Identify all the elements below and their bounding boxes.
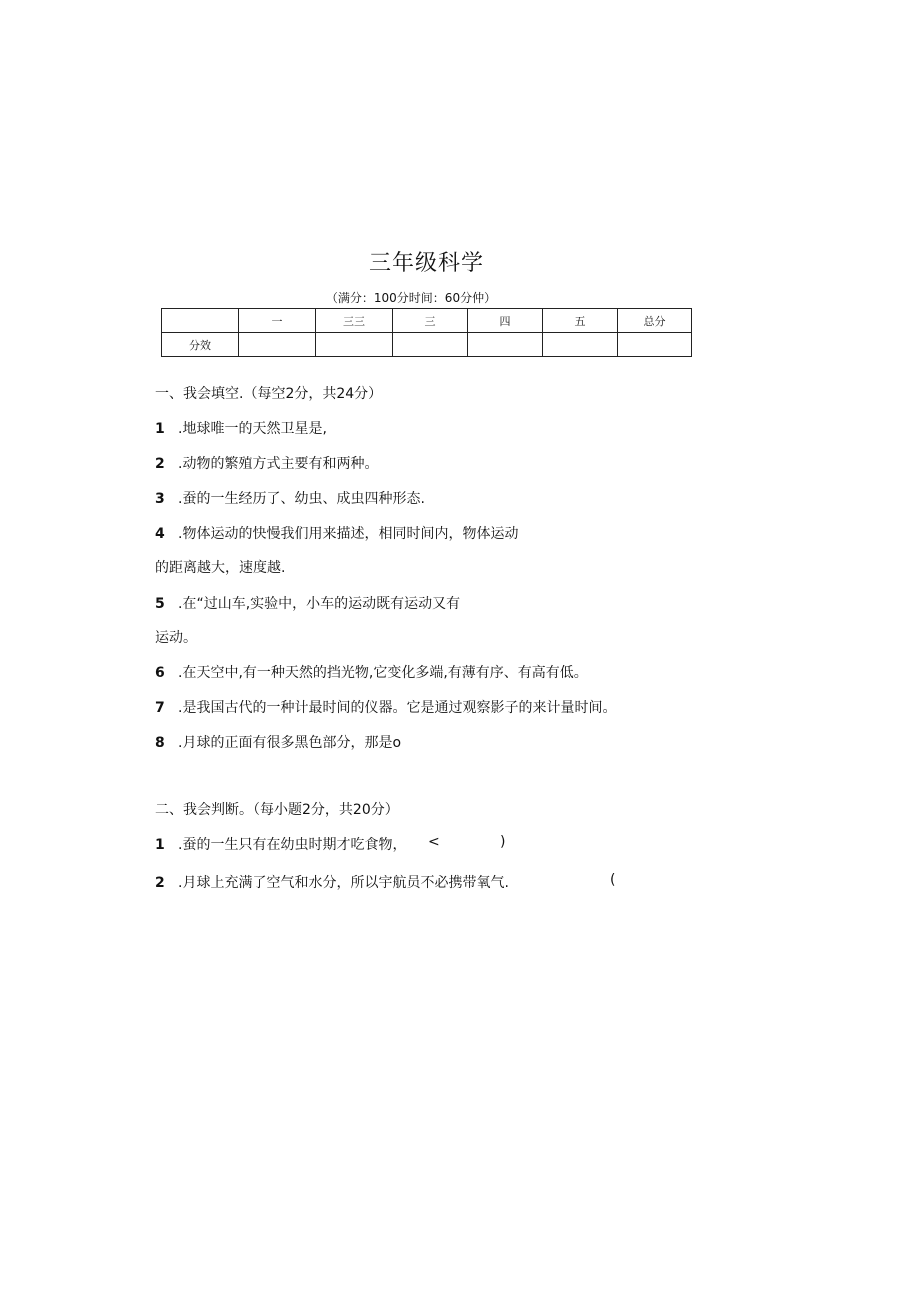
question-text: .在天空中,有一种天然的挡光物,它变化多端,有薄有序、有高有低。: [178, 665, 588, 681]
question-number: 3: [155, 491, 165, 507]
exam-info: （满分：100分时间：60分仲）: [325, 291, 497, 305]
question-item: [155, 418, 327, 438]
question-item: [155, 697, 616, 717]
question-text: 的距离越大，速度越.: [155, 560, 286, 576]
question-text: .月球的正面有很多黑色部分，那是o: [178, 735, 402, 751]
question-item: [155, 662, 588, 682]
section1-heading: 一、我会填空.（每空2分，共24分）: [155, 386, 383, 402]
question-item: [155, 488, 425, 508]
question-number: 5: [155, 596, 165, 612]
score-table-header-cell: [162, 309, 239, 333]
question-continuation: [155, 557, 285, 577]
question-text: 运动。: [155, 630, 197, 646]
question-continuation: [155, 627, 197, 647]
score-table-header-cell: 总分: [618, 309, 692, 333]
score-table-header-cell: 一: [239, 309, 316, 333]
score-table: [161, 308, 692, 357]
question-item: [155, 453, 378, 473]
answer-bracket-open[interactable]: <: [428, 834, 440, 850]
score-table-header-cell: 三三: [316, 309, 393, 333]
question-number: 4: [155, 526, 165, 542]
answer-bracket-close[interactable]: ): [500, 834, 506, 850]
question-number: 2: [155, 875, 165, 891]
question-text: .蚕的一生经历了、幼虫、成虫四种形态.: [178, 491, 425, 507]
score-cell[interactable]: [239, 333, 316, 357]
question-item: [155, 593, 460, 613]
question-text: .月球上充满了空气和水分，所以宇航员不必携带氧气.: [178, 875, 509, 891]
score-cell[interactable]: [618, 333, 692, 357]
question-item: [155, 523, 518, 543]
score-table-row-label: 分效: [162, 333, 239, 357]
question-text: .动物的繁殖方式主要有和两种。: [178, 456, 379, 472]
score-cell[interactable]: [543, 333, 618, 357]
question-item: [155, 834, 406, 854]
score-cell[interactable]: [468, 333, 543, 357]
question-item: [155, 872, 509, 892]
question-number: 7: [155, 700, 165, 716]
section2-heading: 二、我会判断。（每小题2分，共20分）: [155, 802, 399, 818]
question-text: .地球唯一的天然卫星是,: [178, 421, 327, 437]
score-cell[interactable]: [393, 333, 468, 357]
question-text: .蚕的一生只有在幼虫时期才吃食物，: [178, 837, 407, 853]
score-table-header-cell: 五: [543, 309, 618, 333]
score-table-header-row: [162, 309, 692, 333]
score-cell[interactable]: [316, 333, 393, 357]
question-number: 1: [155, 837, 165, 853]
question-number: 2: [155, 456, 165, 472]
question-item: [155, 732, 401, 752]
score-table-score-row: [162, 333, 692, 357]
score-table-header-cell: 四: [468, 309, 543, 333]
score-table-header-cell: 三: [393, 309, 468, 333]
question-text: .是我国古代的一种计最时间的仪器。它是通过观察影子的来计量时间。: [178, 700, 617, 716]
question-number: 6: [155, 665, 165, 681]
question-number: 1: [155, 421, 165, 437]
question-number: 8: [155, 735, 165, 751]
answer-bracket-open[interactable]: (: [610, 872, 616, 888]
question-text: .物体运动的快慢我们用来描述，相同时间内，物体运动: [178, 526, 519, 542]
question-text: .在“过山车,实验中，小车的运动既有运动又有: [178, 596, 461, 612]
page-title: 三年级科学: [368, 251, 484, 276]
